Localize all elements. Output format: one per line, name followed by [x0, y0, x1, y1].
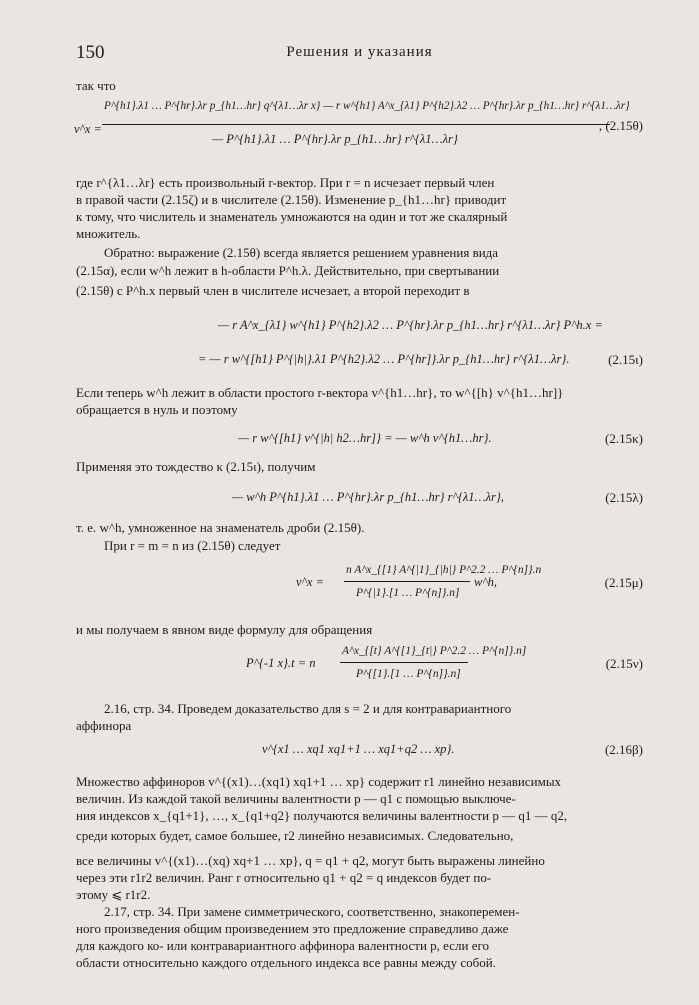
text-line: и мы получаем в явном виде формулу для обращения — [76, 622, 373, 637]
text-line: т. е. w^h, умноженное на знаменатель дроби (2.15θ). — [76, 520, 365, 535]
text-line: аффинора — [76, 718, 132, 733]
equation-lhs: v^x = — [74, 122, 102, 136]
text-line: ния индексов x_{q1+1}, …, x_{q1+q2} получаются величины валентности p — q1 — q2, — [76, 808, 568, 823]
equation-number: (2.15μ) — [604, 575, 643, 590]
equation-denominator: P^{[1}.[1 … P^{n]}.n] — [356, 668, 461, 680]
text-line: к тому, что числитель и знаменатель умножаются на один и тот же скалярный — [76, 209, 508, 224]
text-line: обращается в нуль и поэтому — [76, 402, 238, 417]
equation-number: (2.15κ) — [605, 431, 643, 446]
text-line: 2.17, стр. 34. При замене симметрического, соответственно, знакоперемен- — [104, 904, 520, 919]
text-line: где r^{λ1…λr} есть произвольный r-вектор. При r = n исчезает первый член — [76, 175, 495, 190]
text-line: 2.16, стр. 34. Проведем доказательство для s = 2 и для контравариантного — [104, 701, 512, 716]
page-header — [76, 42, 643, 64]
text-line: этому ⩽ r1r2. — [76, 887, 151, 902]
text-line: величин. Из каждой такой величины валентности p — q1 с помощью выключе- — [76, 791, 516, 806]
page-number: 150 — [76, 42, 105, 63]
text-line: для каждого ко- или контравариантного аффинора валентности p, если его — [76, 938, 489, 953]
equation-tail: w^h, — [474, 575, 497, 589]
equation-line: — r A^x_{λ1} w^{h1} P^{h2}.λ2 … P^{hr}.λr p_{h1…hr} r^{λ1…λr} P^h.x = — [218, 318, 603, 332]
text-line: Обратно: выражение (2.15θ) всегда является решением уравнения вида — [104, 245, 499, 260]
text-line: области относительно каждого отдельного индекса все равны между собой. — [76, 955, 496, 970]
equation-number: (2.15ι) — [608, 352, 643, 367]
equation-line: v^{x1 … xq1 xq1+1 … xq1+q2 … xp}. — [262, 742, 455, 756]
text-line: Применяя это тождество к (2.15ι), получим — [76, 459, 316, 474]
fraction-bar — [344, 581, 470, 582]
equation-numerator: P^{h1}.λ1 … P^{hr}.λr p_{h1…hr} q^{λ1…λr x} — r w^{h1} A^x_{λ1} P^{h2}.λ2 … P^{hr}.λr p_{h1…hr} r^{λ1…λr} — [104, 100, 630, 112]
equation-denominator: — P^{h1}.λ1 … P^{hr}.λr p_{h1…hr} r^{λ1…λr} — [212, 132, 458, 146]
text-line: (2.15θ) с P^h.x первый член в числителе исчезает, а второй переходит в — [76, 283, 470, 298]
equation-number: , (2.15θ) — [598, 118, 643, 133]
text-line: так что — [76, 78, 116, 93]
text-line: Множество аффиноров v^{(x1)…(xq1) xq1+1 … xp} содержит r1 линейно независимых — [76, 774, 562, 789]
equation-line: — w^h P^{h1}.λ1 … P^{hr}.λr p_{h1…hr} r^{λ1…λr}, — [232, 490, 505, 504]
equation-denominator: P^{|1}.[1 … P^{n]}.n] — [356, 587, 460, 599]
text-line: При r = m = n из (2.15θ) следует — [104, 538, 281, 553]
text-line: через эти r1r2 величин. Ранг r относительно q1 + q2 = q индексов будет по- — [76, 870, 492, 885]
text-line: множитель. — [76, 226, 141, 241]
equation-number: (2.15ν) — [605, 656, 643, 671]
text-line: среди которых будет, самое большее, r2 линейно независимых. Следовательно, — [76, 828, 514, 843]
running-title: Решения и указания — [286, 44, 433, 60]
text-line: (2.15α), если w^h лежит в h-области P^h.λ. Действительно, при свертывании — [76, 263, 500, 278]
equation-lhs: P^{-1 x}.t = n — [246, 656, 316, 670]
text-line: Если теперь w^h лежит в области простого r-вектора v^{h1…hr}, то w^{[h} v^{h1…hr]} — [76, 385, 564, 400]
equation-line: = — r w^{[h1} P^{|h|}.λ1 P^{h2}.λ2 … P^{hr]}.λr p_{h1…hr} r^{λ1…λr}. — [198, 352, 570, 366]
equation-numerator: A^x_{[t} A^{[1}_{t|} P^2.2 … P^{n]}.n] — [342, 645, 527, 657]
text-line: ного произведения общим произведением это предложение справедливо даже — [76, 921, 509, 936]
equation-number: (2.15λ) — [605, 490, 643, 505]
equation-line: — r w^{[h1} v^{|h| h2…hr]} = — w^h v^{h1…hr}. — [238, 431, 492, 445]
equation-lhs: v^x = — [296, 575, 324, 589]
equation-numerator: n A^x_{[1} A^{|1}_{|h|} P^2.2 … P^{n]}.n — [346, 564, 542, 576]
text-line: все величины v^{(x1)…(xq) xq+1 … xp}, q = q1 + q2, могут быть выражены линейно — [76, 853, 545, 868]
equation-number: (2.16β) — [604, 742, 643, 757]
fraction-bar — [102, 124, 610, 125]
text-line: в правой части (2.15ζ) и в числителе (2.15θ). Изменение p_{h1…hr} приводит — [76, 192, 507, 207]
fraction-bar — [340, 662, 468, 663]
